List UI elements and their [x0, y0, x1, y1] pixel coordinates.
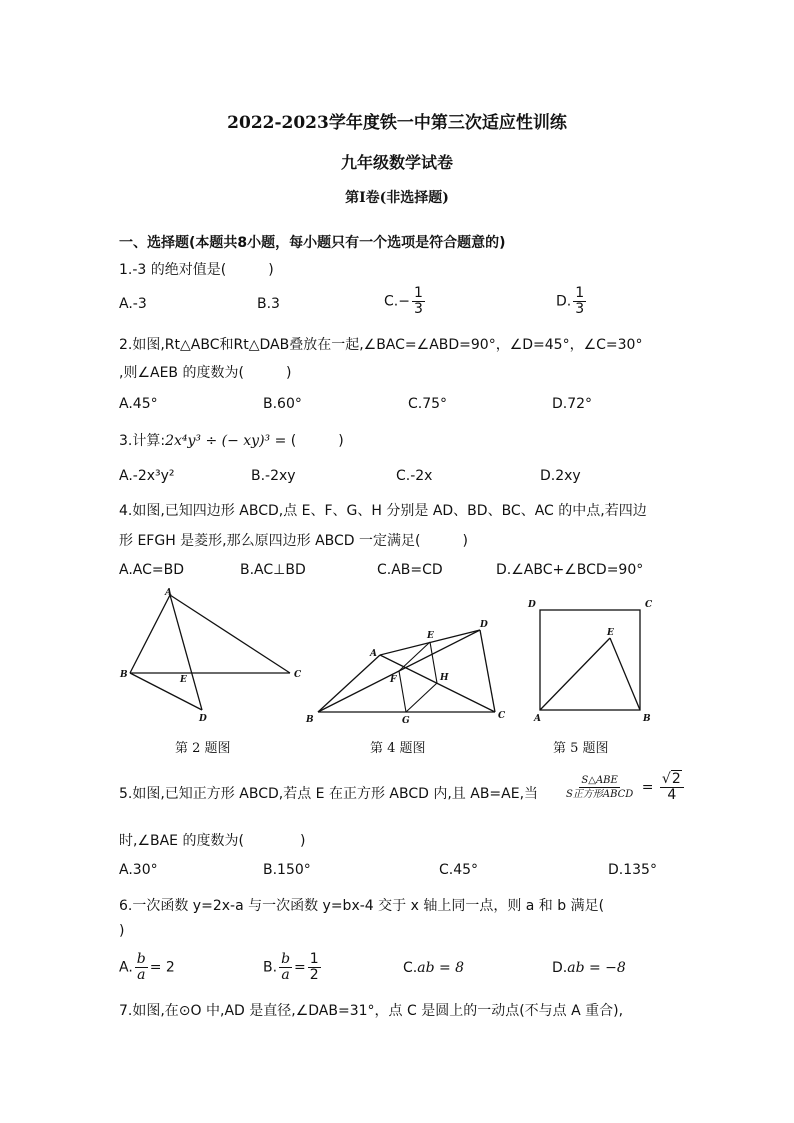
q2-option-d: D.72°	[552, 396, 593, 412]
fig4-label-d: D	[480, 620, 488, 630]
fig4-label-f: F	[390, 675, 397, 685]
q5-option-c: C.45°	[439, 862, 479, 878]
q1-d-num: 1	[575, 285, 585, 301]
fig2-line-bd	[130, 673, 202, 710]
fig2-label-b: B	[120, 670, 128, 680]
figure-4	[300, 610, 515, 730]
q1-option-a: A.-3	[119, 296, 147, 312]
fig4-line-ac	[380, 655, 495, 712]
figure-2	[110, 585, 310, 725]
q5-rhs-den: 4	[667, 787, 677, 803]
q4-option-b: B.AC⊥BD	[240, 562, 306, 578]
fig4-label-c: C	[498, 711, 506, 721]
q3-stem	[119, 430, 344, 450]
q5-frac-num: S△ABE	[581, 775, 618, 786]
fig4-label-a: A	[370, 649, 377, 659]
q6-b-prefix: B.	[263, 959, 278, 976]
fig2-label-c: C	[294, 670, 302, 680]
fig4-line-fg	[399, 671, 406, 712]
q2-option-a: A.45°	[119, 396, 158, 412]
q1-stem: 1.-3 的绝对值是( )	[119, 262, 274, 278]
q3-prefix: 3.计算:	[119, 433, 166, 449]
q5-option-a: A.30°	[119, 862, 158, 878]
q5-option-b: B.150°	[263, 862, 311, 878]
q1-c-den: 3	[413, 301, 423, 317]
q6-a-rhs: = 2	[149, 959, 175, 976]
q6-c-expr: ab = 8	[417, 960, 465, 976]
q4-option-a: A.AC=BD	[119, 562, 185, 578]
q3-option-c: C.-2x	[396, 468, 433, 484]
q7-stem-line1: 7.如图,在⊙O 中,AD 是直径,∠DAB=31°，点 C 是圆上的一动点(不与点 A 重合),	[119, 1003, 624, 1019]
q1-d-den: 3	[575, 301, 585, 317]
q3-option-d: D.2xy	[540, 468, 581, 484]
fig5-label-d: D	[528, 600, 536, 610]
fig5-label-c: C	[645, 600, 653, 610]
figure-5	[525, 595, 665, 725]
fig4-line-ab	[318, 655, 380, 712]
fig4-label-h: H	[440, 673, 449, 683]
q3-option-b: B.-2xy	[251, 468, 296, 484]
q6-b-rden: 2	[309, 967, 319, 983]
q6-a-prefix: A.	[119, 959, 133, 976]
q6-option-d	[552, 960, 626, 976]
q2-stem-line1: 2.如图,Rt△ABC和Rt△DAB叠放在一起,∠BAC=∠ABD=90°，∠D=45°，∠C=30°	[119, 337, 643, 353]
paper-title: 2022-2023学年度铁一中第三次适应性训练	[227, 113, 567, 133]
fig4-label-e: E	[427, 631, 434, 641]
q3-option-a: A.-2x³y²	[119, 468, 175, 484]
q4-stem-line1: 4.如图,已知四边形 ABCD,点 E、F、G、H 分别是 AD、BD、BC、AC 的中点,若四边	[119, 503, 647, 519]
fig5-label-a: A	[534, 714, 541, 724]
q1-c-prefix: C.	[384, 293, 399, 310]
q6-b-rnum: 1	[309, 951, 319, 967]
q1-option-d	[556, 286, 588, 317]
q6-stem-line1: 6.一次函数 y=2x-a 与一次函数 y=bx-4 交于 x 轴上同一点，则 a 和 b 满足(	[119, 898, 605, 914]
q1-option-b: B.3	[257, 296, 280, 312]
fig4-line-gh	[406, 683, 437, 712]
q1-c-sign: −	[398, 293, 410, 310]
q5-rhs-num: 2	[671, 771, 681, 787]
fig2-label-e: E	[180, 675, 187, 685]
fig2-caption: 第 2 题图	[175, 741, 231, 756]
fig2-label-a: A	[165, 588, 172, 598]
section-title: 第Ⅰ卷(非选择题)	[345, 190, 449, 206]
q6-b-num: b	[281, 951, 291, 967]
fig5-line-eb	[610, 638, 640, 710]
q5-stem-line1: 5.如图,已知正方形 ABCD,若点 E 在正方形 ABCD 内,且 AB=AE,当	[119, 786, 539, 802]
q6-option-a	[119, 952, 175, 983]
q3-suffix: = ( )	[270, 433, 344, 449]
fig5-label-b: B	[643, 714, 651, 724]
q1-d-prefix: D.	[556, 293, 572, 310]
q6-stem-line2: )	[119, 923, 125, 939]
part1-heading: 一、选择题(本题共8小题，每小题只有一个选项是符合题意的)	[119, 235, 506, 251]
fig5-caption: 第 5 题图	[553, 741, 609, 756]
fig4-line-cd	[480, 630, 495, 712]
fig4-line-he	[430, 642, 437, 683]
q6-a-num: b	[136, 951, 146, 967]
q2-stem-line2: ,则∠AEB 的度数为( )	[119, 365, 292, 381]
q4-stem-line2: 形 EFGH 是菱形,那么原四边形 ABCD 一定满足( )	[119, 533, 468, 549]
q6-c-prefix: C.	[403, 960, 418, 976]
q5-option-d: D.135°	[608, 862, 657, 878]
q3-expression: 2x⁴y³ ÷ (− xy)³	[165, 433, 271, 449]
q1-c-num: 1	[413, 285, 423, 301]
q6-b-eq: =	[294, 959, 306, 976]
q6-option-c	[403, 960, 464, 976]
q2-option-b: B.60°	[263, 396, 302, 412]
q1-option-c	[384, 286, 427, 317]
q6-d-expr: ab = −8	[567, 960, 626, 976]
q4-option-c: C.AB=CD	[377, 562, 443, 578]
fig2-line-ab	[130, 595, 170, 673]
fig5-label-e: E	[607, 628, 614, 638]
q6-a-den: a	[137, 967, 146, 983]
q6-b-den: a	[281, 967, 290, 983]
paper-subtitle: 九年级数学试卷	[340, 153, 453, 172]
q2-option-c: C.75°	[408, 396, 448, 412]
fig4-caption: 第 4 题图	[370, 741, 426, 756]
q6-option-b	[263, 952, 323, 983]
fig4-label-g: G	[402, 716, 410, 726]
fig4-label-b: B	[306, 715, 314, 725]
q5-stem-line2: 时,∠BAE 的度数为( )	[119, 833, 306, 849]
fig5-line-ae	[540, 638, 610, 710]
fig2-label-d: D	[199, 714, 207, 724]
q5-ratio-expression: $\frac{\text{S△ABE}}{\text{S正方形ABCD}}$ = $\frac{√2}{4}$	[562, 772, 686, 803]
q5-equals: =	[641, 779, 654, 796]
q6-d-prefix: D.	[552, 960, 568, 976]
q5-frac-den: S正方形ABCD	[566, 789, 634, 800]
q4-option-d: D.∠ABC+∠BCD=90°	[496, 562, 644, 578]
